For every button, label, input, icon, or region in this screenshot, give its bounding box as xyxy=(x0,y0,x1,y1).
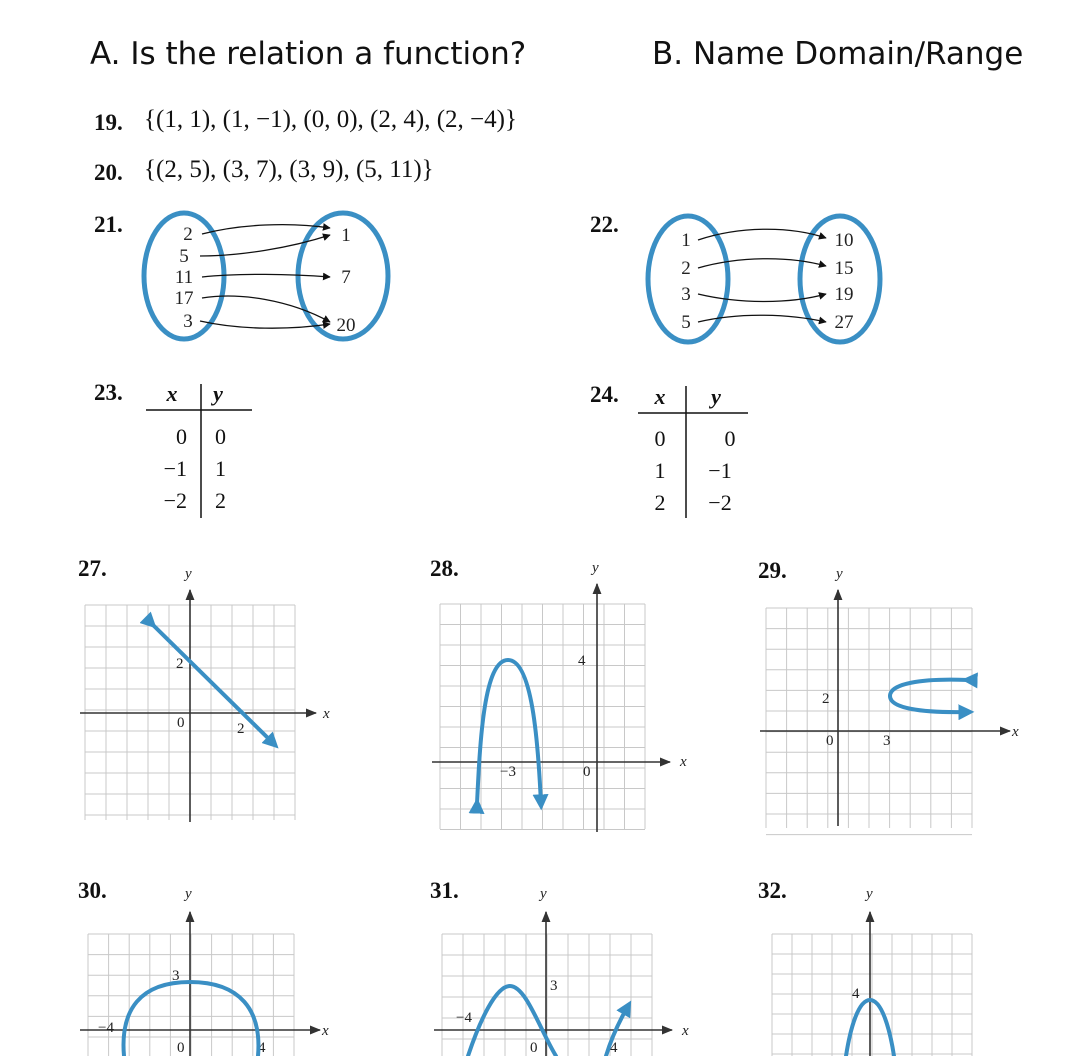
problem-19-relation: {(1, 1), (1, −1), (0, 0), (2, 4), (2, −4)} xyxy=(144,106,517,133)
p29-label-origin: 0 xyxy=(826,733,834,749)
p31-label-xneg4: −4 xyxy=(456,1010,472,1026)
p31-label-origin: 0 xyxy=(530,1040,538,1056)
p22-domain-1: 1 xyxy=(681,230,691,251)
problem-31-number: 31. xyxy=(430,878,459,903)
p22-range-19: 19 xyxy=(834,284,854,305)
p28-label-origin: 0 xyxy=(583,764,591,780)
p24-header-x: x xyxy=(654,384,666,409)
header-part-b: B. Name Domain/Range xyxy=(652,36,1024,72)
p21-domain-11: 11 xyxy=(174,267,194,288)
p27-line xyxy=(152,624,274,744)
p21-arrow-11-7 xyxy=(202,274,330,277)
p23-cell-y-1: 0 xyxy=(215,424,226,449)
p21-range-20: 20 xyxy=(336,315,356,336)
problem-27-number: 27. xyxy=(78,556,107,581)
problem-24-number: 24. xyxy=(590,382,619,407)
p24-cell-x-3: 2 xyxy=(654,490,666,515)
p21-range-1: 1 xyxy=(341,225,351,246)
p28-y-axis-label: y xyxy=(592,560,599,576)
p29-sideways-parabola xyxy=(890,680,968,713)
p29-label-x3: 3 xyxy=(883,733,891,749)
problem-29-graph xyxy=(760,566,1019,835)
p28-parabola xyxy=(477,660,541,804)
p32-y-axis-label: y xyxy=(866,886,873,902)
p22-arrow-2-15 xyxy=(698,259,826,268)
problem-31-graph xyxy=(434,886,689,1056)
p30-label-y3: 3 xyxy=(172,968,180,984)
problem-19-number: 19. xyxy=(94,110,123,135)
p24-header-y: y xyxy=(711,384,721,409)
p23-cell-x-3: −2 xyxy=(163,488,187,513)
p24-cell-y-3: −2 xyxy=(708,490,732,515)
p23-header-y: y xyxy=(213,381,223,406)
p22-range-27: 27 xyxy=(834,312,854,333)
p27-y-axis-label: y xyxy=(185,566,192,582)
problem-20-number: 20. xyxy=(94,160,123,185)
problem-28-graph xyxy=(432,560,687,832)
p27-label-x2: 2 xyxy=(237,721,245,737)
p31-label-x4: 4 xyxy=(610,1040,618,1056)
p22-domain-3: 3 xyxy=(681,284,691,305)
p23-cell-y-2: 1 xyxy=(215,456,226,481)
p21-range-7: 7 xyxy=(341,267,351,288)
p27-x-axis-label: x xyxy=(323,706,330,722)
problem-23-table xyxy=(146,381,252,518)
p28-label-y4: 4 xyxy=(578,653,586,669)
p24-cell-x-2: 1 xyxy=(654,458,666,483)
problem-30-number: 30. xyxy=(78,878,107,903)
problem-20-relation: {(2, 5), (3, 7), (3, 9), (5, 11)} xyxy=(144,156,434,183)
p30-x-axis-label: x xyxy=(322,1023,329,1039)
problem-32-number: 32. xyxy=(758,878,787,903)
problem-30-graph xyxy=(80,886,329,1056)
p29-y-axis-label: y xyxy=(836,566,843,582)
graph-paper-grid xyxy=(88,934,294,1056)
problem-22-mapping xyxy=(648,216,880,342)
p21-domain-3: 3 xyxy=(183,311,193,332)
p29-label-y2: 2 xyxy=(822,691,830,707)
p21-domain-5: 5 xyxy=(179,246,189,267)
p30-y-axis-label: y xyxy=(185,886,192,902)
graph-paper-grid xyxy=(772,934,972,1056)
p21-domain-17: 17 xyxy=(174,288,194,309)
p22-arrow-3-19 xyxy=(698,294,826,302)
p23-cell-x-1: 0 xyxy=(176,424,187,449)
p23-header-x: x xyxy=(166,381,178,406)
problem-22-number: 22. xyxy=(590,212,619,237)
problem-24-table xyxy=(638,384,748,518)
p29-x-axis-label: x xyxy=(1012,724,1019,740)
problem-29-number: 29. xyxy=(758,558,787,583)
p22-range-10: 10 xyxy=(834,230,854,251)
p27-label-y2: 2 xyxy=(176,656,184,672)
p23-cell-y-3: 2 xyxy=(215,488,226,513)
p22-domain-2: 2 xyxy=(681,258,691,279)
p31-x-axis-label: x xyxy=(682,1023,689,1039)
p24-cell-y-1: 0 xyxy=(724,426,736,451)
problem-28-number: 28. xyxy=(430,556,459,581)
p27-label-origin: 0 xyxy=(177,715,185,731)
problem-27-graph xyxy=(80,566,330,822)
p28-x-axis-label: x xyxy=(680,754,687,770)
problem-21-mapping xyxy=(144,213,388,339)
p23-cell-x-2: −1 xyxy=(163,456,187,481)
p24-cell-x-1: 0 xyxy=(654,426,666,451)
p30-label-xneg4: −4 xyxy=(98,1020,114,1036)
p24-cell-y-2: −1 xyxy=(708,458,732,483)
problem-32-graph xyxy=(772,886,972,1056)
p30-label-x4: 4 xyxy=(258,1040,266,1056)
problem-21-number: 21. xyxy=(94,212,123,237)
header-part-a: A. Is the relation a function? xyxy=(90,36,527,72)
p22-domain-5: 5 xyxy=(681,312,691,333)
problem-23-number: 23. xyxy=(94,380,123,405)
p31-y-axis-label: y xyxy=(540,886,547,902)
p32-label-y4: 4 xyxy=(852,986,860,1002)
p31-label-y3: 3 xyxy=(550,978,558,994)
p22-range-15: 15 xyxy=(834,258,854,279)
p28-label-xneg3: −3 xyxy=(500,764,516,780)
graph-paper-grid xyxy=(766,608,972,835)
p21-domain-2: 2 xyxy=(183,224,193,245)
p30-label-origin: 0 xyxy=(177,1040,185,1056)
